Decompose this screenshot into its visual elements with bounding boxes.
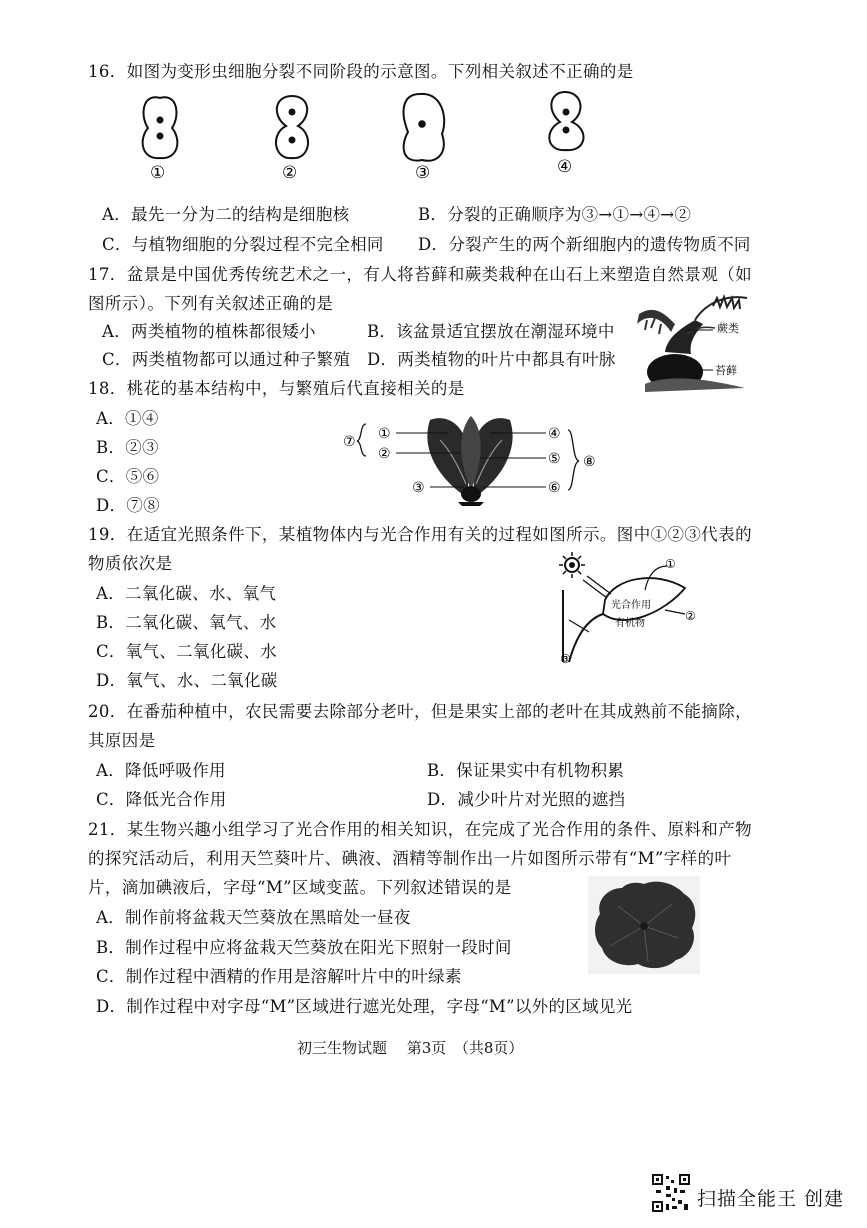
- q17-option-d: D．两类植物的叶片中都具有叶脉: [367, 350, 616, 369]
- q16-option-d: D．分裂产生的两个新细胞内的遗传物质不同: [418, 235, 751, 254]
- q19-label-1: ①: [665, 557, 676, 571]
- q17-option-c: C．两类植物都可以通过种子繁殖: [102, 350, 351, 369]
- page-footer: 初三生物试题 第3页 （共8页）: [297, 1039, 524, 1057]
- q20-stem-line1: 20．在番茄种植中，农民需要去除部分老叶，但是果实上部的老叶在其成熟前不能摘除，: [88, 702, 752, 721]
- q18-stem: 18．桃花的基本结构中，与繁殖后代直接相关的是: [88, 379, 465, 398]
- q17-bonsai-figure: [625, 284, 775, 396]
- q18-label-3: ③: [412, 480, 425, 496]
- q16-option-b: B．分裂的正确顺序为③→①→④→②: [418, 205, 692, 224]
- q19-option-c: C．氧气、二氧化碳、水: [96, 642, 277, 661]
- q19-label-photosynthesis: 光合作用: [611, 600, 651, 611]
- q17-stem-line2: 图所示）。下列有关叙述正确的是: [88, 294, 334, 313]
- q19-label-2: ②: [685, 609, 696, 623]
- q19-stem-line1: 19．在适宜光照条件下，某植物体内与光合作用有关的过程如图所示。图中①②③代表的: [88, 525, 752, 544]
- q19-option-d: D．氧气、水、二氧化碳: [96, 671, 278, 690]
- q18-option-c: C．⑤⑥: [96, 467, 160, 486]
- q20-stem-line2: 其原因是: [88, 731, 156, 750]
- q20-option-c: C．降低光合作用: [96, 790, 227, 809]
- q16-amoeba-figure: [130, 88, 600, 183]
- q18-label-7: ⑦: [343, 434, 356, 450]
- q21-option-c: C．制作过程中酒精的作用是溶解叶片中的叶绿素: [96, 967, 462, 986]
- q16-label-3: ③: [415, 163, 431, 183]
- q21-stem-line2: 的探究活动后，利用天竺葵叶片、碘液、酒精等制作出一片如图所示带有“M”字样的叶: [88, 849, 732, 868]
- q21-leaf-photo: [588, 876, 700, 974]
- q19-label-organic: 有机物: [615, 618, 645, 629]
- q18-label-4: ④: [548, 426, 561, 442]
- q16-label-2: ②: [282, 163, 298, 183]
- q17-label-moss: 苔藓: [715, 364, 737, 377]
- q16-label-4: ④: [557, 157, 573, 177]
- q19-option-a: A．二氧化碳、水、氧气: [96, 584, 277, 603]
- q17-stem-line1: 17．盆景是中国优秀传统艺术之一，有人将苔藓和蕨类栽种在山石上来塑造自然景观（如: [88, 265, 752, 284]
- scanner-watermark: 扫描全能王 创建: [697, 1188, 845, 1210]
- q18-option-a: A．①④: [96, 409, 159, 428]
- q18-label-1: ①: [378, 426, 391, 442]
- q19-label-3: ③: [560, 652, 571, 665]
- qr-code-icon: [652, 1174, 690, 1212]
- q18-label-6: ⑥: [548, 480, 561, 496]
- q20-option-b: B．保证果实中有机物积累: [427, 761, 625, 780]
- q18-label-2: ②: [378, 446, 391, 462]
- q21-option-b: B．制作过程中应将盆栽天竺葵放在阳光下照射一段时间: [96, 938, 512, 957]
- q16-option-c: C．与植物细胞的分裂过程不完全相同: [102, 235, 384, 254]
- q17-option-a: A．两类植物的植株都很矮小: [102, 322, 316, 341]
- q19-leaf-figure: [545, 550, 720, 665]
- q18-label-5: ⑤: [548, 451, 561, 467]
- q18-flower-figure: [340, 410, 615, 506]
- q18-option-d: D．⑦⑧: [96, 496, 160, 515]
- q16-option-a: A．最先一分为二的结构是细胞核: [102, 205, 350, 224]
- q21-stem-line3: 片，滴加碘液后，字母“M”区域变蓝。下列叙述错误的是: [88, 878, 512, 897]
- q20-option-a: A．降低呼吸作用: [96, 761, 226, 780]
- q16-label-1: ①: [150, 163, 166, 183]
- q18-option-b: B．②③: [96, 438, 159, 457]
- q21-stem-line1: 21．某生物兴趣小组学习了光合作用的相关知识，在完成了光合作用的条件、原料和产物: [88, 820, 752, 839]
- q19-option-b: B．二氧化碳、氧气、水: [96, 613, 277, 632]
- q21-option-a: A．制作前将盆栽天竺葵放在黑暗处一昼夜: [96, 908, 411, 927]
- q18-label-8: ⑧: [583, 454, 596, 470]
- q17-label-fern: 蕨类: [717, 322, 739, 335]
- q20-option-d: D．减少叶片对光照的遮挡: [427, 790, 626, 809]
- q19-stem-line2: 物质依次是: [88, 554, 173, 573]
- q17-option-b: B．该盆景适宜摆放在潮湿环境中: [367, 322, 615, 341]
- q21-option-d: D．制作过程中对字母“M”区域进行遮光处理，字母“M”以外的区域见光: [96, 997, 633, 1016]
- q16-stem: 16．如图为变形虫细胞分裂不同阶段的示意图。下列相关叙述不正确的是: [88, 62, 634, 81]
